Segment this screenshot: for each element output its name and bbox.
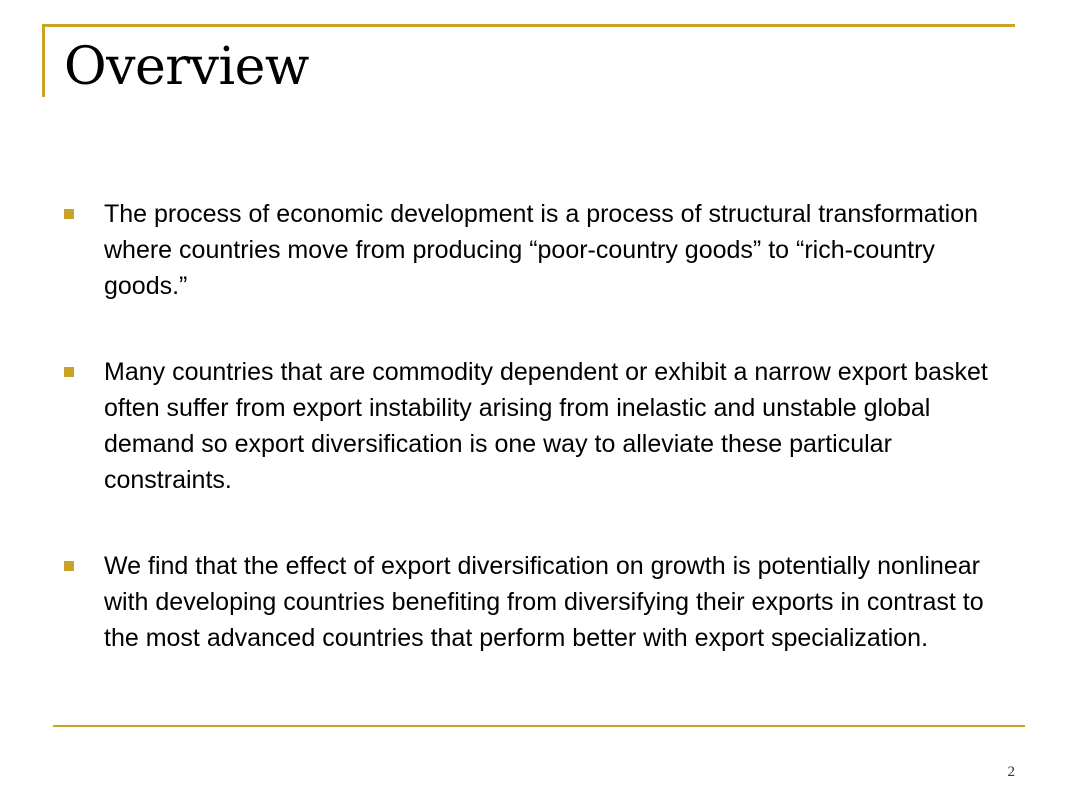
bullet-text: Many countries that are commodity dependent or exhibit a narrow export basket often suffer from export instability arising from inelastic and unstable global demand so export diversification is one way to alleviate these particular constraints. (104, 358, 988, 494)
square-bullet-icon (64, 367, 74, 377)
left-accent-rule (42, 24, 45, 97)
bullet-item (64, 196, 1009, 304)
bullet-text: We find that the effect of export diversification on growth is potentially nonlinear with developing countries benefiting from diversifying their exports in contrast to the most advanced countries that perform better with export specialization. (104, 552, 984, 652)
bullet-list (64, 196, 1009, 656)
bullet-item (64, 354, 1009, 498)
square-bullet-icon (64, 209, 74, 219)
square-bullet-icon (64, 561, 74, 571)
page-number: 2 (1007, 764, 1015, 780)
bottom-accent-rule (53, 725, 1025, 727)
bullet-item (64, 548, 1009, 656)
bullet-text: The process of economic development is a process of structural transformation where countries move from producing “poor-country goods” to “rich-country goods.” (104, 200, 979, 300)
top-accent-rule (43, 24, 1015, 27)
slide-title: Overview (64, 37, 309, 97)
